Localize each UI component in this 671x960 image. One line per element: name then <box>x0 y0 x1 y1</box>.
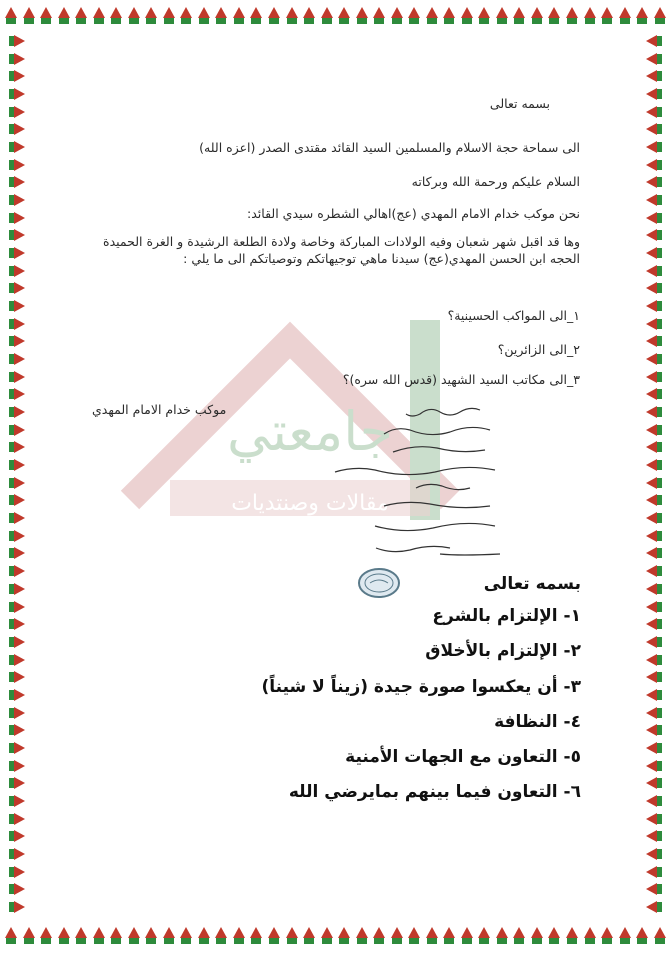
border-ornament <box>645 582 663 596</box>
border-ornament <box>232 6 246 26</box>
right-border <box>641 34 667 914</box>
typed-reply <box>262 574 582 818</box>
border-ornament <box>8 246 26 260</box>
border-ornament <box>645 653 663 667</box>
border-ornament <box>460 6 474 26</box>
border-ornament <box>8 281 26 295</box>
border-ornament <box>645 105 663 119</box>
border-ornament <box>495 6 509 26</box>
border-ornament <box>645 228 663 242</box>
border-ornament <box>8 299 26 313</box>
border-ornament <box>645 458 663 472</box>
border-ornament <box>8 564 26 578</box>
border-ornament <box>600 6 614 26</box>
border-ornament <box>162 6 176 26</box>
border-ornament <box>645 812 663 826</box>
border-ornament <box>645 759 663 773</box>
border-ornament <box>645 847 663 861</box>
border-ornament <box>8 670 26 684</box>
left-border <box>4 34 30 914</box>
border-ornament <box>8 829 26 843</box>
border-ornament <box>197 926 211 946</box>
border-ornament <box>645 317 663 331</box>
border-ornament <box>8 546 26 560</box>
top-border <box>0 6 671 32</box>
border-ornament <box>425 926 439 946</box>
border-ornament <box>645 829 663 843</box>
border-ornament <box>645 476 663 490</box>
border-ornament <box>372 926 386 946</box>
border-ornament <box>8 582 26 596</box>
letter-greeting: السلام عليكم ورحمة الله وبركاته <box>411 174 580 189</box>
border-ornament <box>645 900 663 914</box>
border-ornament <box>477 926 491 946</box>
border-ornament <box>302 926 316 946</box>
bottom-border <box>0 926 671 952</box>
border-ornament <box>645 600 663 614</box>
border-ornament <box>144 926 158 946</box>
border-ornament <box>645 87 663 101</box>
border-ornament <box>8 847 26 861</box>
border-ornament <box>618 6 632 26</box>
border-ornament <box>645 299 663 313</box>
border-ornament <box>8 228 26 242</box>
border-ornament <box>8 882 26 896</box>
border-ornament <box>8 511 26 525</box>
border-ornament <box>8 193 26 207</box>
border-ornament <box>8 440 26 454</box>
border-ornament <box>8 158 26 172</box>
border-ornament <box>8 387 26 401</box>
letter-body: وها قد اقبل شهر شعبان وفيه الولادات المباركة وخاصة ولادة الطلعة الرشيدة و الغرة الحميدة الحجه ابن الحسن المهدي(عج) سيدنا ماهي توجيهاتكم وتوصياتكم الى ما يلي : <box>103 234 580 266</box>
border-ornament <box>197 6 211 26</box>
border-ornament <box>214 926 228 946</box>
border-ornament <box>127 6 141 26</box>
border-ornament <box>407 926 421 946</box>
border-ornament <box>179 926 193 946</box>
border-ornament <box>249 6 263 26</box>
letter-bismillah: بسمه تعالى <box>489 96 550 111</box>
border-ornament <box>8 317 26 331</box>
border-ornament <box>8 706 26 720</box>
border-ornament <box>39 926 53 946</box>
border-ornament <box>645 635 663 649</box>
border-ornament <box>127 926 141 946</box>
border-ornament <box>74 6 88 26</box>
border-ornament <box>8 900 26 914</box>
border-ornament <box>512 6 526 26</box>
border-ornament <box>8 69 26 83</box>
border-ornament <box>8 493 26 507</box>
border-ornament <box>320 926 334 946</box>
border-ornament <box>8 617 26 631</box>
letter-addressee: الى سماحة حجة الاسلام والمسلمين السيد القائد مقتدى الصدر (اعزه الله) <box>199 140 580 155</box>
border-ornament <box>57 926 71 946</box>
border-ornament <box>645 493 663 507</box>
border-ornament <box>8 352 26 366</box>
handwritten-reply <box>300 404 500 564</box>
border-ornament <box>39 6 53 26</box>
border-ornament <box>645 865 663 879</box>
border-ornament <box>267 6 281 26</box>
border-ornament <box>302 6 316 26</box>
border-ornament <box>645 69 663 83</box>
border-ornament <box>390 6 404 26</box>
border-ornament <box>547 926 561 946</box>
border-ornament <box>74 926 88 946</box>
border-ornament <box>8 812 26 826</box>
border-ornament <box>8 405 26 419</box>
border-ornament <box>645 193 663 207</box>
border-ornament <box>645 211 663 225</box>
border-ornament <box>8 264 26 278</box>
border-ornament <box>618 926 632 946</box>
letter-question-3: ٣_الى مكاتب السيد الشهيد (قدس الله سره)؟ <box>342 372 580 387</box>
border-ornament <box>109 6 123 26</box>
reply-item-3: ٣- أن يعكسوا صورة جيدة (زيناً لا شيناً) <box>261 676 581 697</box>
border-ornament <box>8 600 26 614</box>
border-ornament <box>8 741 26 755</box>
border-ornament <box>8 759 26 773</box>
border-ornament <box>645 741 663 755</box>
reply-item-5: ٥- التعاون مع الجهات الأمنية <box>345 747 581 767</box>
letter-signature: موكب خدام الامام المهدي <box>92 402 227 417</box>
border-ornament <box>4 6 18 26</box>
border-ornament <box>8 653 26 667</box>
border-ornament <box>337 926 351 946</box>
border-ornament <box>442 6 456 26</box>
watermark-subtext: مقالات وصنتديات <box>231 491 389 516</box>
border-ornament <box>8 211 26 225</box>
border-ornament <box>8 175 26 189</box>
border-ornament <box>645 776 663 790</box>
border-ornament <box>645 158 663 172</box>
border-ornament <box>583 6 597 26</box>
border-ornament <box>530 926 544 946</box>
border-ornament <box>645 140 663 154</box>
border-ornament <box>337 6 351 26</box>
border-ornament <box>645 246 663 260</box>
border-ornament <box>645 617 663 631</box>
border-ornament <box>8 370 26 384</box>
border-ornament <box>214 6 228 26</box>
border-ornament <box>109 926 123 946</box>
border-ornament <box>355 926 369 946</box>
border-ornament <box>477 6 491 26</box>
border-ornament <box>460 926 474 946</box>
border-ornament <box>8 140 26 154</box>
border-ornament <box>285 6 299 26</box>
border-ornament <box>425 6 439 26</box>
border-ornament <box>530 6 544 26</box>
border-ornament <box>645 423 663 437</box>
border-ornament <box>92 926 106 946</box>
border-ornament <box>232 926 246 946</box>
border-ornament <box>8 865 26 879</box>
border-ornament <box>179 6 193 26</box>
border-ornament <box>583 926 597 946</box>
border-ornament <box>8 635 26 649</box>
border-ornament <box>645 334 663 348</box>
border-ornament <box>8 34 26 48</box>
border-ornament <box>635 6 649 26</box>
border-ornament <box>565 926 579 946</box>
letter-intro: نحن موكب خدام الامام المهدي (عج)اهالي الشطره سيدي القائد: <box>247 206 580 221</box>
border-ornament <box>635 926 649 946</box>
border-ornament <box>8 476 26 490</box>
border-ornament <box>285 926 299 946</box>
border-ornament <box>495 926 509 946</box>
border-ornament <box>267 926 281 946</box>
border-ornament <box>512 926 526 946</box>
border-ornament <box>8 122 26 136</box>
border-ornament <box>442 926 456 946</box>
border-ornament <box>645 52 663 66</box>
border-ornament <box>8 688 26 702</box>
border-ornament <box>645 511 663 525</box>
border-ornament <box>390 926 404 946</box>
border-ornament <box>22 926 36 946</box>
letter-question-2: ٢_الى الزائرين؟ <box>497 342 580 357</box>
border-ornament <box>8 334 26 348</box>
border-ornament <box>8 776 26 790</box>
watermark-text: جامعتي <box>226 400 394 463</box>
border-ornament <box>645 281 663 295</box>
border-ornament <box>653 6 667 26</box>
border-ornament <box>162 926 176 946</box>
border-ornament <box>547 6 561 26</box>
border-ornament <box>645 370 663 384</box>
border-ornament <box>355 6 369 26</box>
border-ornament <box>645 387 663 401</box>
reply-item-4: ٤- النظافة <box>494 711 581 732</box>
reply-item-1: ١- الإلتزام بالشرع <box>432 606 581 626</box>
border-ornament <box>92 6 106 26</box>
border-ornament <box>645 122 663 136</box>
border-ornament <box>645 723 663 737</box>
border-ornament <box>645 175 663 189</box>
border-ornament <box>8 529 26 543</box>
border-ornament <box>645 688 663 702</box>
reply-title: بسمه تعالى <box>483 574 581 594</box>
border-ornament <box>8 52 26 66</box>
letter-question-1: ١_الى المواكب الحسينية؟ <box>447 308 580 323</box>
border-ornament <box>645 352 663 366</box>
border-ornament <box>645 34 663 48</box>
border-ornament <box>645 564 663 578</box>
reply-item-6: ٦- التعاون فيما بينهم بمايرضي الله <box>288 782 581 803</box>
border-ornament <box>4 926 18 946</box>
border-ornament <box>645 529 663 543</box>
border-ornament <box>645 405 663 419</box>
border-ornament <box>320 6 334 26</box>
border-ornament <box>645 882 663 896</box>
border-ornament <box>57 6 71 26</box>
border-ornament <box>645 706 663 720</box>
reply-item-2: ٢- الإلتزام بالأخلاق <box>425 641 581 662</box>
border-ornament <box>600 926 614 946</box>
border-ornament <box>645 670 663 684</box>
border-ornament <box>8 723 26 737</box>
border-ornament <box>249 926 263 946</box>
border-ornament <box>8 794 26 808</box>
border-ornament <box>8 87 26 101</box>
border-ornament <box>372 6 386 26</box>
border-ornament <box>407 6 421 26</box>
border-ornament <box>645 264 663 278</box>
border-ornament <box>645 546 663 560</box>
border-ornament <box>22 6 36 26</box>
border-ornament <box>8 458 26 472</box>
border-ornament <box>144 6 158 26</box>
border-ornament <box>645 440 663 454</box>
border-ornament <box>645 794 663 808</box>
border-ornament <box>653 926 667 946</box>
border-ornament <box>8 423 26 437</box>
border-ornament <box>8 105 26 119</box>
border-ornament <box>565 6 579 26</box>
